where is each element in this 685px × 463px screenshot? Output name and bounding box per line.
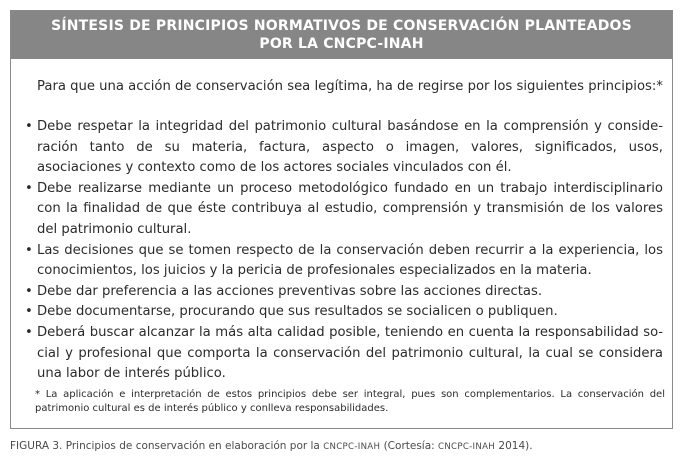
principle-text: Debe dar preferencia a las acciones preventivas sobre las acciones directas.	[37, 283, 543, 299]
principles-box	[10, 10, 673, 429]
principle-item	[25, 282, 663, 303]
bullet-icon: •	[25, 242, 33, 258]
bullet-icon: •	[25, 324, 33, 340]
caption-org: CNCPC-INAH	[438, 442, 496, 452]
principle-item	[25, 323, 663, 385]
principle-text: Deberá buscar alcanzar la más alta calidad posible, teniendo en cuenta la responsabilidad social y profesional que comporta la conservación del patrimonio cultural, la cual se considera una labor de interés público.	[37, 324, 663, 382]
intro-text: Para que una acción de conservación sea legítima, ha de regirse por los siguientes principios:*	[37, 79, 663, 94]
principles-list	[25, 117, 663, 385]
caption-lead: FIGURA 3. Principios de conservación en elaboración por la	[10, 440, 324, 452]
bullet-icon: •	[25, 304, 33, 320]
footnote: * La aplicación e interpretación de estos principios debe ser integral, pues son complementarios. La conservación del patrimonio cultural es de interés público y conlleva responsabilidades.	[35, 389, 665, 414]
caption-tail: 2014).	[495, 440, 533, 452]
principle-text: Debe documentarse, procurando que sus resultados se socialicen o publiquen.	[37, 304, 558, 320]
figure-caption	[10, 439, 533, 454]
principle-text: Debe realizarse mediante un proceso metodológico fundado en un trabajo interdisciplinario con la finalidad de que éste contribuya al estudio, comprensión y transmisión de los valores del patrimonio cultural.	[37, 180, 663, 237]
box-title-line-2: POR LA CNCPC-INAH	[259, 36, 424, 52]
box-title-line-1: SÍNTESIS DE PRINCIPIOS NORMATIVOS DE CONSERVACIÓN PLANTEADOS	[51, 18, 632, 34]
caption-middle: (Cortesía:	[380, 440, 439, 452]
bullet-icon: •	[25, 283, 33, 299]
box-header	[11, 11, 672, 59]
principle-text: Debe respetar la integridad del patrimonio cultural basándose en la comprensión y consideración tanto de su materia, factura, aspecto o imagen, valores, significados, usos, asociaciones y contexto como de los actores sociales vinculados con él.	[37, 119, 663, 176]
bullet-icon: •	[25, 119, 33, 134]
principle-item	[25, 179, 663, 241]
principle-item	[25, 241, 663, 282]
principle-text: Las decisiones que se tomen respecto de la conservación deben recurrir a la experiencia, los conocimientos, los juicios y la pericia de profesionales especializados en la materia.	[37, 242, 663, 279]
principle-item	[25, 117, 663, 179]
principle-item	[25, 302, 663, 323]
bullet-icon: •	[25, 180, 33, 196]
caption-org: CNCPC-INAH	[323, 442, 381, 452]
